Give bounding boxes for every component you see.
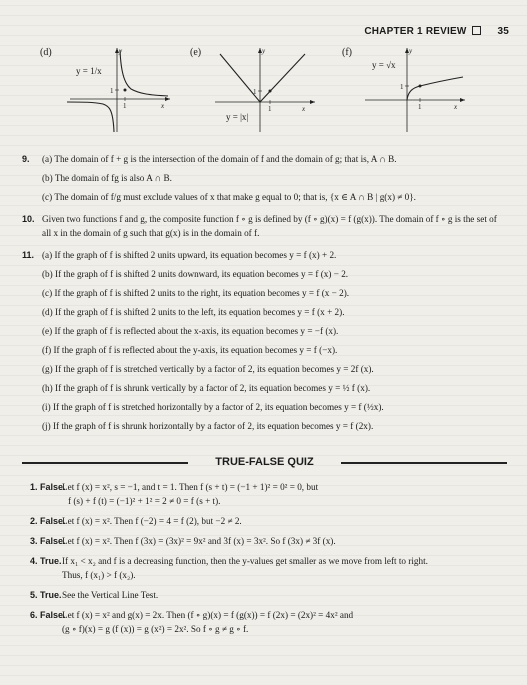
quiz-item-4 bbox=[30, 554, 507, 582]
answer-11f: (f) If the graph of f is reflected about the y-axis, its equation becomes y = f (−x). bbox=[42, 345, 338, 355]
answer-11i: (i) If the graph of f is stretched horizontally by a factor of 2, its equation becomes y = f (½x). bbox=[42, 402, 384, 412]
x-axis-label: x bbox=[454, 103, 458, 111]
answer-11a: (a) If the graph of f is shifted 2 units upward, its equation becomes y = f (x) + 2. bbox=[42, 250, 337, 260]
quiz-number: 5. True. bbox=[30, 590, 62, 600]
quiz-line: Let f (x) = x². Then f (−2) = 4 = f (2), but −2 ≠ 2. bbox=[62, 516, 242, 526]
answer-11d: (d) If the graph of f is shifted 2 units to the left, its equation becomes y = f (x + 2). bbox=[42, 307, 345, 317]
answer-9c: (c) The domain of f/g must exclude values of x that make g equal to 0; that is, {x ∈ A ∩ B | g(x) ≠ 0}. bbox=[42, 192, 416, 202]
quiz-line: If x₁ < x₂ and f is a decreasing function, then the y-values get smaller as we move from left to right. bbox=[62, 556, 428, 566]
x-axis-label: x bbox=[161, 102, 165, 110]
answer-11h: (h) If the graph of f is shrunk vertically by a factor of 2, its equation becomes y = ½ f (x). bbox=[42, 383, 371, 393]
graph-f-equation: y = √x bbox=[372, 60, 396, 70]
graph-d-label: (d) bbox=[40, 47, 52, 58]
quiz-line: Let f (x) = x². Then f (3x) = (3x)² = 9x² and 3f (x) = 3x². So f (3x) ≠ 3f (x). bbox=[62, 536, 336, 546]
quiz-header bbox=[22, 456, 507, 470]
quiz-number: 4. True. bbox=[30, 556, 62, 566]
page-header bbox=[364, 26, 509, 37]
answer-11b: (b) If the graph of f is shifted 2 units downward, its equation becomes y = f (x) − 2. bbox=[42, 269, 349, 279]
tick-1-x: 1 bbox=[418, 103, 422, 111]
tick-1-y: 1 bbox=[110, 87, 114, 95]
tick-1-y: 1 bbox=[400, 83, 404, 91]
answer-11e: (e) If the graph of f is reflected about the x-axis, its equation becomes y = −f (x). bbox=[42, 326, 339, 336]
answer-10: Given two functions f and g, the composite function f ∘ g is defined by (f ∘ g)(x) = f (g(x)). The domain of f ∘ g is the set of all x in the domain of g such that g(x) is in the domain of f. bbox=[42, 214, 497, 238]
section-label: REVIEW bbox=[425, 26, 467, 37]
graph-e-equation: y = |x| bbox=[226, 112, 249, 122]
y-axis-label: y bbox=[119, 47, 123, 55]
y-axis-label: y bbox=[409, 47, 413, 55]
quiz-line: f (s) + f (t) = (−1)² + 1² = 2 ≠ 0 = f (s + t). bbox=[68, 496, 221, 506]
quiz-line: Let f (x) = x² and g(x) = 2x. Then (f ∘ g)(x) = f (g(x)) = f (2x) = (2x)² = 4x² and bbox=[62, 610, 354, 620]
question-number: 11. bbox=[22, 250, 35, 260]
answer-11j: (j) If the graph of f is shrunk horizontally by a factor of 2, its equation becomes y = f (2x). bbox=[42, 421, 374, 431]
square-icon bbox=[472, 26, 481, 35]
graph-d-equation: y = 1/x bbox=[76, 66, 102, 76]
quiz-number: 3. False. bbox=[30, 536, 66, 546]
review-answers bbox=[22, 152, 507, 433]
quiz-line: Let f (x) = x², s = −1, and t = 1. Then f (s + t) = (−1 + 1)² = 0² = 0, but bbox=[62, 482, 319, 492]
answer-9b: (b) The domain of fg is also A ∩ B. bbox=[42, 173, 172, 183]
tick-1-x: 1 bbox=[123, 102, 127, 110]
quiz-line: (g ∘ f)(x) = g (f (x)) = g (x²) = 2x². So f ∘ g ≠ g ∘ f. bbox=[62, 624, 249, 634]
graph-f-label: (f) bbox=[342, 47, 352, 58]
quiz-item-3 bbox=[30, 534, 507, 548]
quiz-answers bbox=[30, 480, 507, 642]
page-number: 35 bbox=[497, 26, 509, 37]
quiz-number: 1. False. bbox=[30, 482, 66, 492]
graph-e-label: (e) bbox=[190, 47, 202, 58]
x-axis-label: x bbox=[302, 105, 306, 113]
quiz-title: TRUE-FALSE QUIZ bbox=[215, 456, 314, 468]
quiz-number: 2. False. bbox=[30, 516, 66, 526]
answer-11c: (c) If the graph of f is shifted 2 units to the right, its equation becomes y = f (x − 2). bbox=[42, 288, 350, 298]
tick-1-y: 1 bbox=[253, 88, 257, 96]
answer-11g: (g) If the graph of f is stretched vertically by a factor of 2, its equation becomes y = 2f (x). bbox=[42, 364, 374, 374]
quiz-line: Thus, f (x₁) > f (x₂). bbox=[62, 570, 136, 580]
rule-right bbox=[341, 462, 507, 464]
tick-1-x: 1 bbox=[268, 105, 272, 113]
question-11 bbox=[22, 248, 507, 433]
question-10 bbox=[22, 212, 507, 240]
y-axis-label: y bbox=[262, 47, 266, 55]
question-9 bbox=[22, 152, 507, 204]
quiz-item-2 bbox=[30, 514, 507, 528]
quiz-item-1 bbox=[30, 480, 507, 508]
answer-9a: (a) The domain of f + g is the intersection of the domain of f and the domain of g; that is, A ∩ B. bbox=[42, 154, 397, 164]
chapter-label: CHAPTER 1 bbox=[364, 26, 423, 37]
quiz-item-6 bbox=[30, 608, 507, 636]
quiz-line: See the Vertical Line Test. bbox=[62, 590, 159, 600]
hyperbola-graph bbox=[65, 44, 175, 134]
question-number: 9. bbox=[22, 154, 30, 164]
question-number: 10. bbox=[22, 214, 35, 224]
quiz-item-5 bbox=[30, 588, 507, 602]
square-root-graph bbox=[360, 44, 470, 134]
quiz-number: 6. False. bbox=[30, 610, 66, 620]
